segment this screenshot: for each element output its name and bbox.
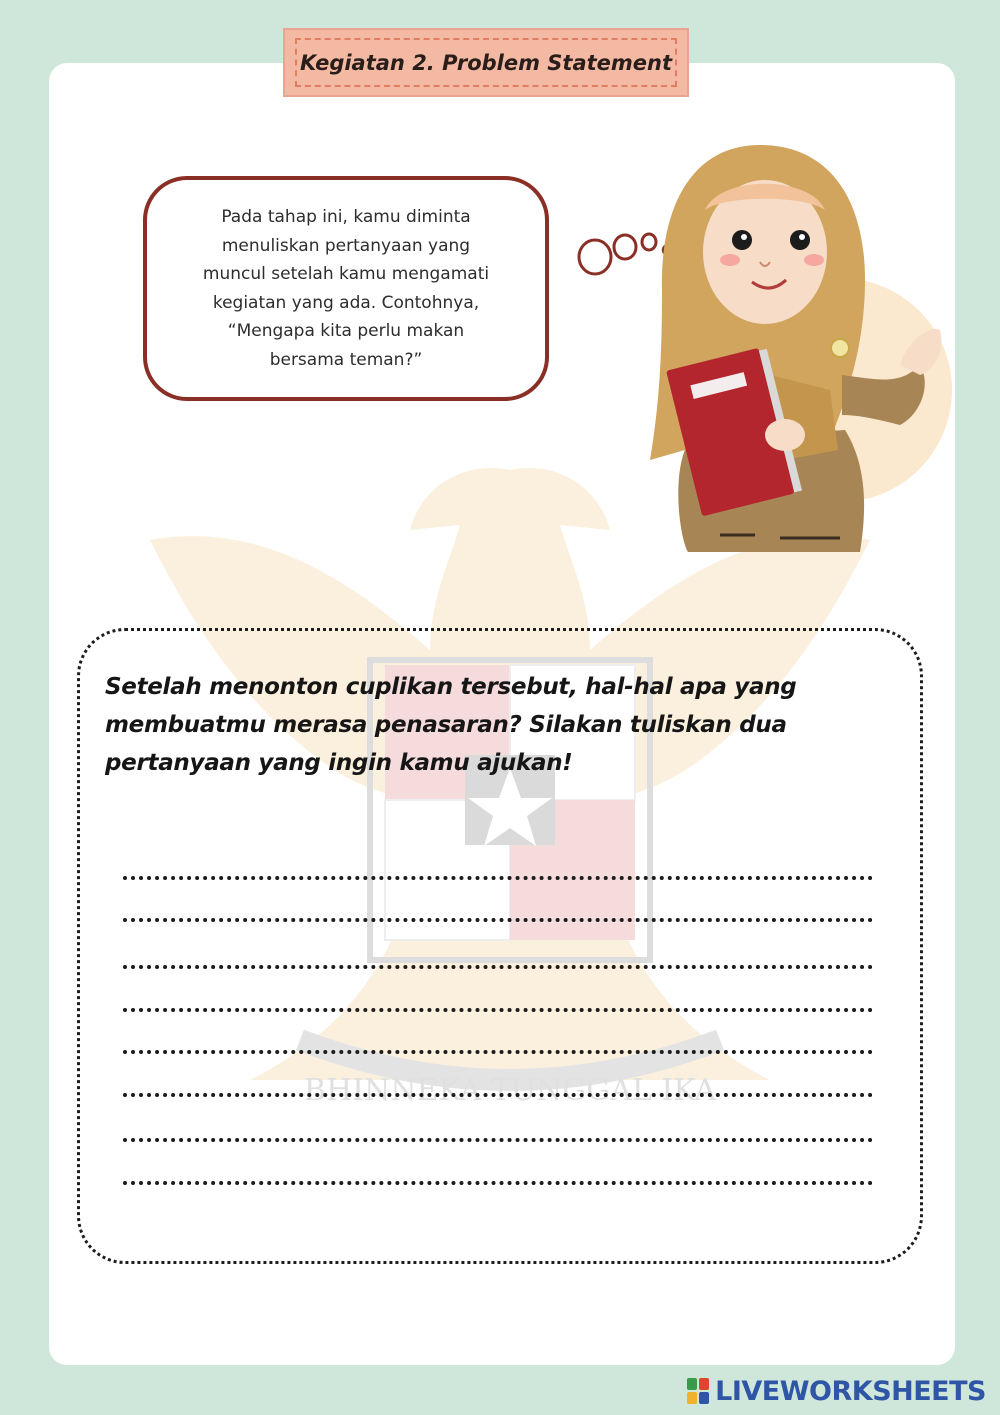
answer-line-1[interactable] <box>123 876 873 880</box>
answer-line-4[interactable] <box>123 1008 873 1012</box>
speech-bubble-text: Pada tahap ini, kamu diminta menuliskan pertanyaan yang muncul setelah kamu mengamati kegiatan yang ada. Contohnya, “Mengapa kita perlu makan bersama teman?” <box>202 207 490 370</box>
teacher-illustration-icon <box>580 140 960 555</box>
liveworksheets-brand[interactable] <box>687 1374 986 1408</box>
motto-text: BHINNEKA TUNGGAL IKA <box>303 1073 717 1108</box>
answer-line-6[interactable] <box>123 1093 873 1097</box>
answer-line-8[interactable] <box>123 1181 873 1185</box>
answer-line-5[interactable] <box>123 1050 873 1054</box>
brand-name: LIVEWORKSHEETS <box>715 1375 986 1407</box>
answer-line-7[interactable] <box>123 1138 873 1142</box>
title-tab <box>283 28 689 97</box>
speech-bubble <box>143 176 549 401</box>
task-question: Setelah menonton cuplikan tersebut, hal-hal apa yang membuatmu merasa penasaran? Silakan tuliskan dua pertanyaan yang ingin kamu ajukan! <box>105 674 797 776</box>
page-title: Kegiatan 2. Problem Statement <box>295 38 677 87</box>
liveworksheets-logo-icon <box>687 1378 709 1404</box>
answer-line-2[interactable] <box>123 918 873 922</box>
answer-line-3[interactable] <box>123 965 873 969</box>
